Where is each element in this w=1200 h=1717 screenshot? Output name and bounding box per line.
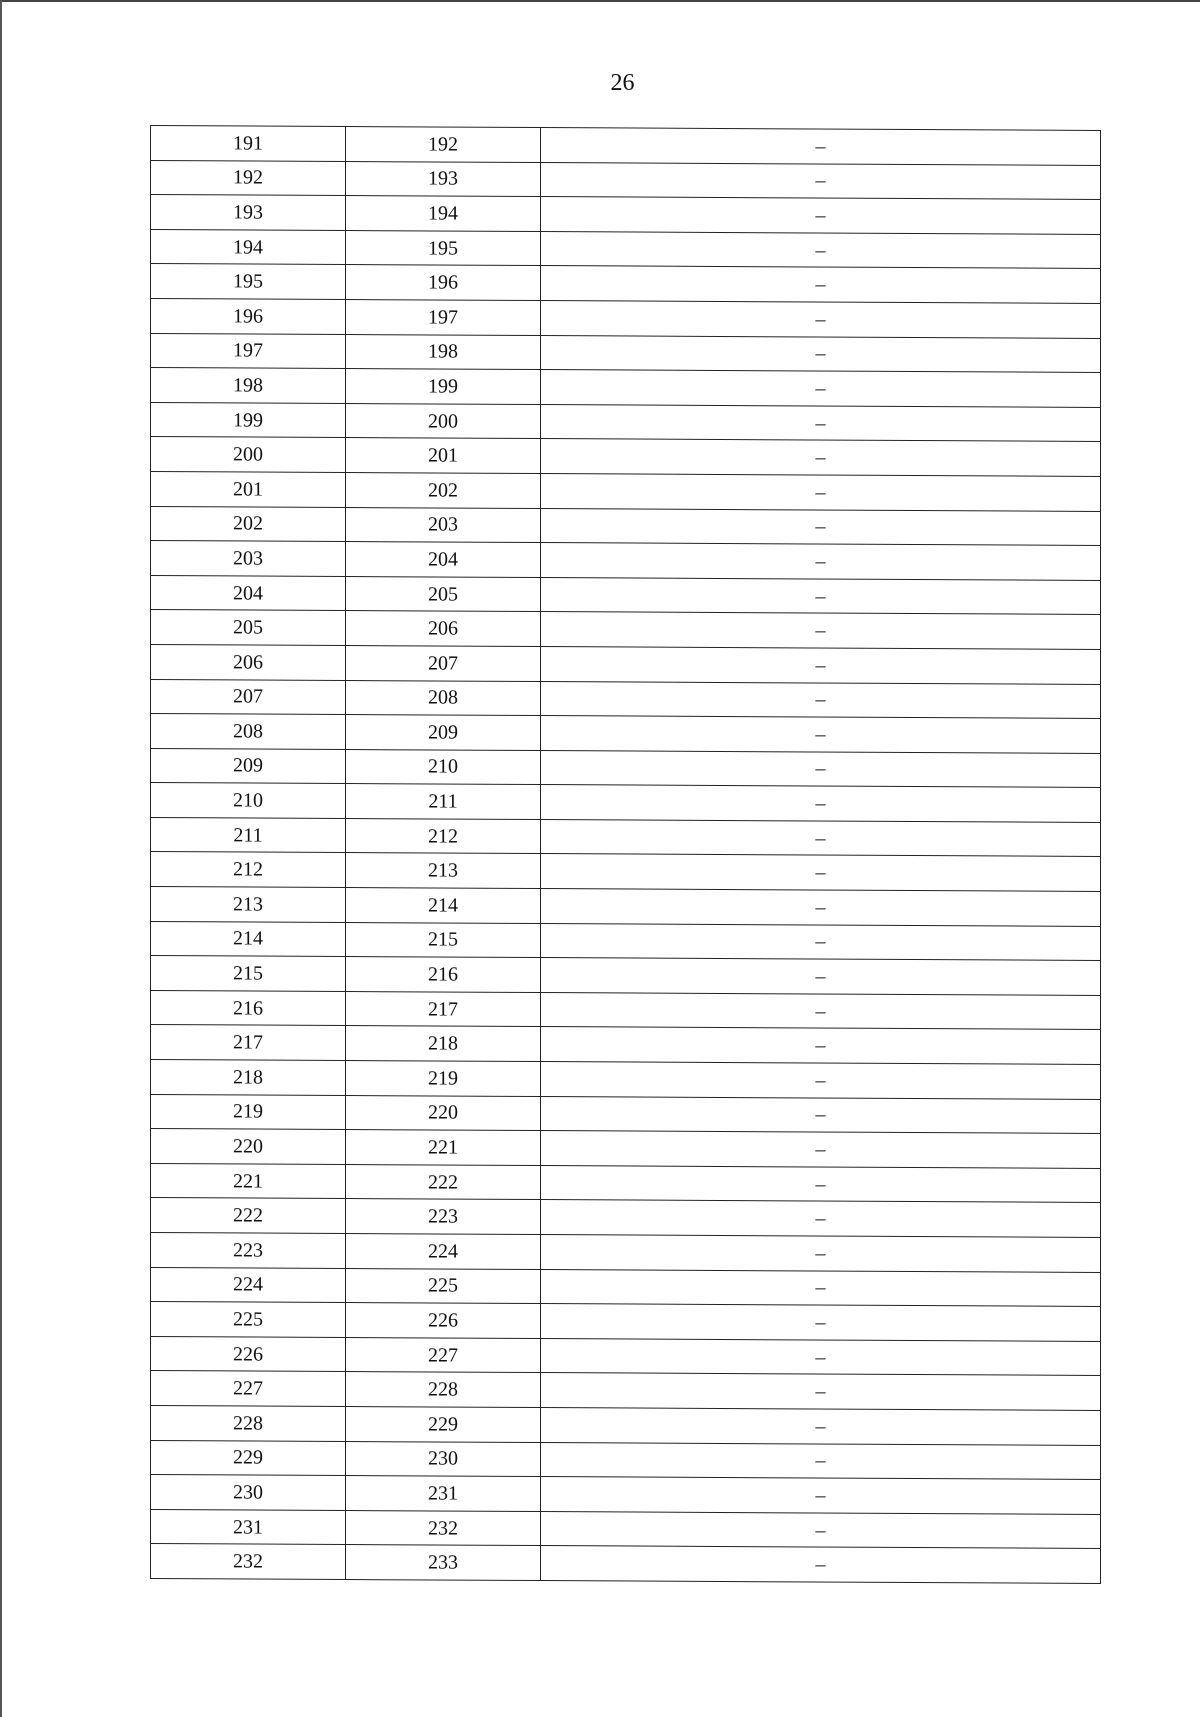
cell-from: 205: [151, 610, 346, 646]
cell-to: 206: [346, 611, 541, 647]
cell-to: 200: [346, 403, 541, 439]
table-row: [151, 1475, 1101, 1515]
cell-to: 228: [346, 1372, 541, 1408]
table-row: [151, 887, 1101, 927]
cell-value: –: [541, 128, 1101, 166]
cell-value: –: [541, 301, 1101, 339]
table-row: [151, 1544, 1101, 1584]
cell-to: 203: [346, 507, 541, 543]
table-row: [151, 506, 1101, 546]
page-number: 26: [610, 70, 635, 96]
cell-to: 222: [346, 1164, 541, 1200]
cell-value: –: [541, 612, 1101, 650]
cell-from: 220: [151, 1129, 346, 1165]
table-container: [150, 125, 1100, 1584]
cell-value: –: [541, 404, 1101, 442]
cell-value: –: [541, 335, 1101, 373]
cell-value: –: [541, 1373, 1101, 1411]
cell-from: 199: [151, 402, 346, 438]
cell-value: –: [541, 1165, 1101, 1203]
cell-value: –: [541, 577, 1101, 615]
table-row: [151, 1302, 1101, 1342]
cell-to: 205: [346, 576, 541, 612]
table-row: [151, 575, 1101, 615]
table-row: [151, 1025, 1101, 1065]
cell-from: 227: [151, 1371, 346, 1407]
cell-to: 219: [346, 1061, 541, 1097]
cell-from: 206: [151, 644, 346, 680]
cell-value: –: [541, 1546, 1101, 1584]
cell-to: 226: [346, 1303, 541, 1339]
cell-value: –: [541, 543, 1101, 581]
cell-from: 191: [151, 126, 346, 162]
cell-to: 209: [346, 715, 541, 751]
cell-from: 198: [151, 368, 346, 404]
table-row: [151, 644, 1101, 684]
table-row: [151, 471, 1101, 511]
cell-to: 231: [346, 1476, 541, 1512]
cell-from: 201: [151, 471, 346, 507]
cell-to: 215: [346, 922, 541, 958]
cell-from: 212: [151, 852, 346, 888]
table-row: [151, 921, 1101, 961]
cell-value: –: [541, 1442, 1101, 1480]
cell-value: –: [541, 750, 1101, 788]
cell-from: 202: [151, 506, 346, 542]
scan-edge-left: [0, 0, 2, 1717]
cell-from: 203: [151, 541, 346, 577]
table-row: [151, 1336, 1101, 1376]
cell-value: –: [541, 508, 1101, 546]
cell-from: 194: [151, 229, 346, 265]
data-table: [150, 125, 1101, 1584]
cell-value: –: [541, 923, 1101, 961]
cell-value: –: [541, 681, 1101, 719]
cell-from: 195: [151, 264, 346, 300]
cell-value: –: [541, 819, 1101, 857]
cell-to: 230: [346, 1441, 541, 1477]
scan-edge-top: [0, 0, 1200, 2]
cell-value: –: [541, 854, 1101, 892]
table-row: [151, 126, 1101, 166]
cell-to: 210: [346, 749, 541, 785]
cell-value: –: [541, 1304, 1101, 1342]
cell-to: 196: [346, 265, 541, 301]
table-row: [151, 783, 1101, 823]
cell-to: 225: [346, 1268, 541, 1304]
cell-from: 228: [151, 1405, 346, 1441]
cell-to: 223: [346, 1199, 541, 1235]
cell-to: 198: [346, 334, 541, 370]
cell-from: 216: [151, 990, 346, 1026]
table-row: [151, 298, 1101, 338]
cell-to: 233: [346, 1545, 541, 1581]
table-row: [151, 1267, 1101, 1307]
cell-from: 211: [151, 817, 346, 853]
table-row: [151, 160, 1101, 200]
cell-to: 229: [346, 1406, 541, 1442]
table-row: [151, 990, 1101, 1030]
cell-from: 225: [151, 1302, 346, 1338]
cell-value: –: [541, 1062, 1101, 1100]
cell-from: 204: [151, 575, 346, 611]
cell-to: 202: [346, 472, 541, 508]
cell-to: 192: [346, 127, 541, 163]
cell-value: –: [541, 716, 1101, 754]
cell-from: 223: [151, 1233, 346, 1269]
cell-from: 213: [151, 887, 346, 923]
table-row: [151, 333, 1101, 373]
cell-to: 197: [346, 299, 541, 335]
cell-from: 193: [151, 195, 346, 231]
cell-from: 207: [151, 679, 346, 715]
cell-from: 230: [151, 1475, 346, 1511]
table-row: [151, 956, 1101, 996]
cell-to: 214: [346, 888, 541, 924]
cell-from: 219: [151, 1094, 346, 1130]
cell-value: –: [541, 1200, 1101, 1238]
cell-to: 193: [346, 161, 541, 197]
cell-value: –: [541, 1477, 1101, 1515]
table-row: [151, 229, 1101, 269]
table-row: [151, 610, 1101, 650]
table-row: [151, 1233, 1101, 1273]
cell-from: 214: [151, 921, 346, 957]
cell-to: 204: [346, 542, 541, 578]
cell-from: 231: [151, 1509, 346, 1545]
cell-to: 232: [346, 1510, 541, 1546]
cell-from: 209: [151, 748, 346, 784]
cell-to: 224: [346, 1234, 541, 1270]
cell-value: –: [541, 162, 1101, 200]
cell-value: –: [541, 473, 1101, 511]
cell-value: –: [541, 197, 1101, 235]
cell-from: 210: [151, 783, 346, 819]
table-row: [151, 1440, 1101, 1480]
table-row: [151, 1163, 1101, 1203]
table-row: [151, 817, 1101, 857]
cell-to: 207: [346, 645, 541, 681]
cell-value: –: [541, 958, 1101, 996]
cell-value: –: [541, 646, 1101, 684]
cell-from: 215: [151, 956, 346, 992]
cell-to: 213: [346, 853, 541, 889]
table-row: [151, 195, 1101, 235]
cell-to: 218: [346, 1026, 541, 1062]
cell-from: 217: [151, 1025, 346, 1061]
table-row: [151, 1094, 1101, 1134]
table-body: [151, 126, 1101, 1584]
cell-value: –: [541, 1131, 1101, 1169]
table-row: [151, 1129, 1101, 1169]
cell-to: 212: [346, 818, 541, 854]
cell-to: 194: [346, 196, 541, 232]
cell-to: 195: [346, 230, 541, 266]
cell-value: –: [541, 1027, 1101, 1065]
table-row: [151, 402, 1101, 442]
table-row: [151, 748, 1101, 788]
table-row: [151, 264, 1101, 304]
cell-to: 221: [346, 1130, 541, 1166]
cell-to: 217: [346, 991, 541, 1027]
cell-to: 208: [346, 680, 541, 716]
cell-from: 208: [151, 714, 346, 750]
cell-to: 211: [346, 784, 541, 820]
table-row: [151, 679, 1101, 719]
cell-to: 199: [346, 369, 541, 405]
table-row: [151, 1060, 1101, 1100]
table-row: [151, 1405, 1101, 1445]
cell-value: –: [541, 1235, 1101, 1273]
cell-from: 197: [151, 333, 346, 369]
cell-value: –: [541, 266, 1101, 304]
cell-value: –: [541, 992, 1101, 1030]
table-row: [151, 1371, 1101, 1411]
cell-from: 196: [151, 298, 346, 334]
cell-to: 201: [346, 438, 541, 474]
cell-value: –: [541, 785, 1101, 823]
cell-value: –: [541, 231, 1101, 269]
cell-from: 222: [151, 1198, 346, 1234]
table-row: [151, 852, 1101, 892]
cell-from: 232: [151, 1544, 346, 1580]
cell-from: 192: [151, 160, 346, 196]
cell-value: –: [541, 1338, 1101, 1376]
cell-to: 216: [346, 957, 541, 993]
cell-from: 226: [151, 1336, 346, 1372]
cell-from: 218: [151, 1060, 346, 1096]
table-row: [151, 1509, 1101, 1549]
table-row: [151, 437, 1101, 477]
table-row: [151, 368, 1101, 408]
cell-from: 221: [151, 1163, 346, 1199]
cell-value: –: [541, 439, 1101, 477]
cell-value: –: [541, 1269, 1101, 1307]
table-row: [151, 541, 1101, 581]
cell-from: 224: [151, 1267, 346, 1303]
cell-value: –: [541, 1408, 1101, 1446]
cell-value: –: [541, 1096, 1101, 1134]
cell-to: 227: [346, 1337, 541, 1373]
cell-value: –: [541, 370, 1101, 408]
table-row: [151, 714, 1101, 754]
table-row: [151, 1198, 1101, 1238]
cell-value: –: [541, 1511, 1101, 1549]
cell-from: 229: [151, 1440, 346, 1476]
cell-from: 200: [151, 437, 346, 473]
cell-to: 220: [346, 1095, 541, 1131]
cell-value: –: [541, 889, 1101, 927]
